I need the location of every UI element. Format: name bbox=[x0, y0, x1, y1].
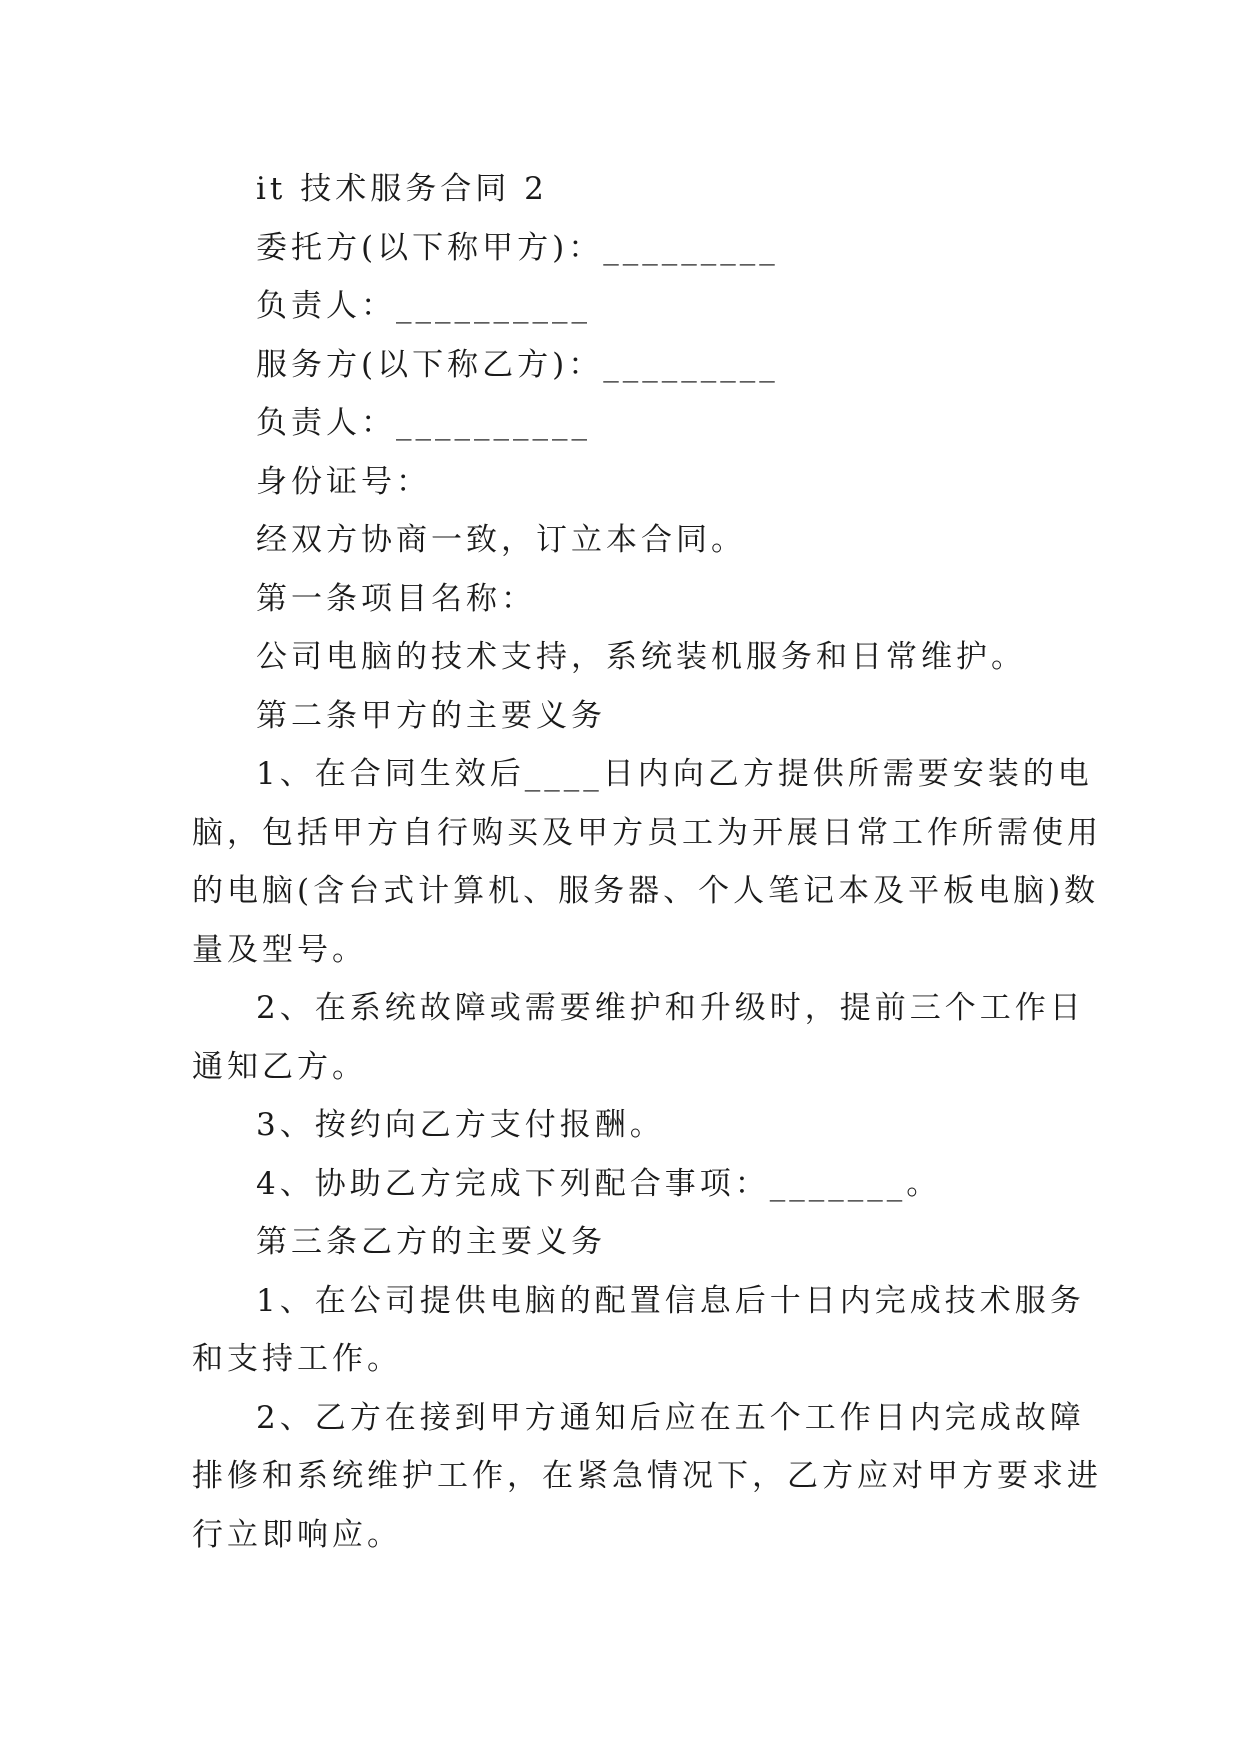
article-2-item-1-line-3: 的电脑(含台式计算机、服务器、个人笔记本及平板电脑)数 bbox=[192, 873, 1100, 909]
article-1-body: 公司电脑的技术支持，系统装机服务和日常维护。 bbox=[256, 639, 1026, 675]
article-3-item-2-line-2: 排修和系统维护工作，在紧急情况下，乙方应对甲方要求进 bbox=[192, 1458, 1102, 1494]
provider-person-line: 负责人：__________ bbox=[256, 405, 591, 441]
article-2-heading: 第二条甲方的主要义务 bbox=[256, 697, 606, 734]
article-3-item-1-line-2: 和支持工作。 bbox=[192, 1341, 402, 1377]
article-2-item-2-line-1: 2、在系统故障或需要维护和升级时，提前三个工作日 bbox=[256, 990, 1085, 1026]
provider-party-line: 服务方(以下称乙方)：_________ bbox=[256, 346, 779, 383]
agreement-line: 经双方协商一致，订立本合同。 bbox=[256, 522, 746, 558]
article-3-item-2-line-3: 行立即响应。 bbox=[192, 1516, 402, 1553]
article-3-item-1-line-1: 1、在公司提供电脑的配置信息后十日内完成技术服务 bbox=[256, 1282, 1085, 1319]
article-2-item-1-line-2: 脑，包括甲方自行购买及甲方员工为开展日常工作所需使用 bbox=[192, 814, 1102, 851]
contract-text bbox=[192, 160, 1102, 1564]
article-2-item-2-line-2: 通知乙方。 bbox=[192, 1048, 367, 1085]
article-2-item-1-line-4: 量及型号。 bbox=[192, 931, 367, 968]
article-3-heading: 第三条乙方的主要义务 bbox=[256, 1224, 606, 1260]
article-1-heading: 第一条项目名称： bbox=[256, 580, 536, 617]
article-2-item-3: 3、按约向乙方支付报酬。 bbox=[256, 1107, 665, 1143]
id-number-line: 身份证号： bbox=[256, 463, 431, 500]
article-2-item-1-line-1: 1、在合同生效后____日内向乙方提供所需要安装的电 bbox=[256, 756, 1093, 792]
client-person-line: 负责人：__________ bbox=[256, 288, 591, 324]
article-2-item-4: 4、协助乙方完成下列配合事项：_______。 bbox=[256, 1165, 942, 1202]
article-3-item-2-line-1: 2、乙方在接到甲方通知后应在五个工作日内完成故障 bbox=[256, 1399, 1085, 1436]
client-party-line: 委托方(以下称甲方)：_________ bbox=[256, 229, 779, 266]
doc-title: it 技术服务合同 2 bbox=[256, 171, 548, 207]
